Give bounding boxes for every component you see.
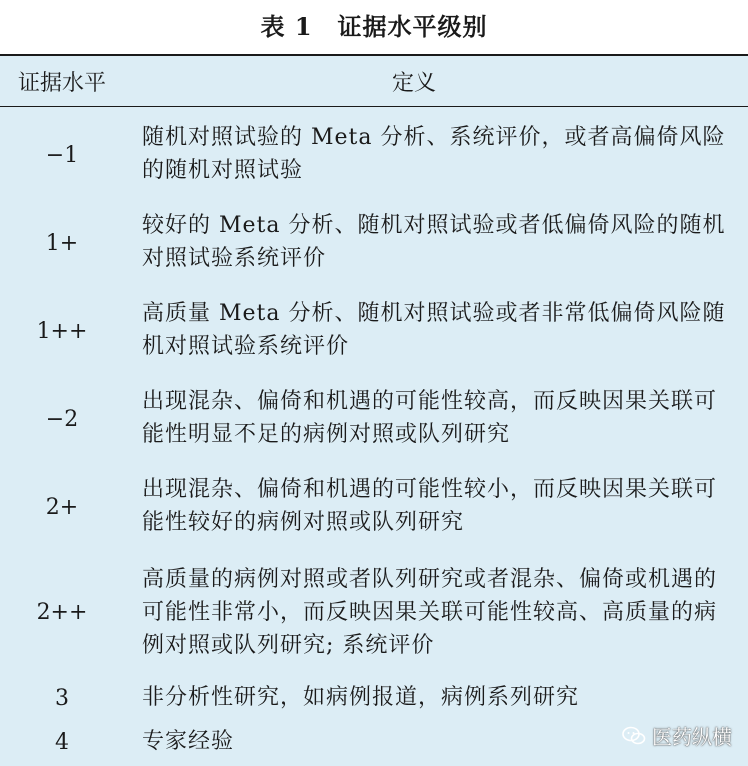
table-row bbox=[0, 118, 748, 192]
wechat-icon bbox=[622, 726, 646, 746]
table-row bbox=[0, 470, 748, 544]
table-row bbox=[0, 560, 748, 664]
table-row bbox=[0, 206, 748, 280]
evidence-level-table bbox=[0, 54, 748, 766]
row-level: 3 bbox=[55, 685, 69, 711]
row-definition: 专家经验 bbox=[142, 729, 235, 754]
row-level: −1 bbox=[45, 142, 79, 168]
watermark-text: 医药纵横 bbox=[652, 725, 732, 749]
row-level: 2++ bbox=[36, 599, 88, 625]
row-definition: 出现混杂、偏倚和机遇的可能性较小，而反映因果关联可能性较好的病例对照或队列研究 bbox=[142, 477, 718, 535]
header-level: 证据水平 bbox=[17, 70, 106, 96]
row-definition: 高质量的病例对照或者队列研究或者混杂、偏倚或机遇的可能性非常小，而反映因果关联可能性较高、高质量的病例对照或队列研究; 系统评价 bbox=[142, 567, 718, 658]
row-definition: 较好的 Meta 分析、随机对照试验或者低偏倚风险的随机对照试验系统评价 bbox=[142, 213, 726, 271]
row-level: −2 bbox=[45, 406, 79, 432]
row-definition: 随机对照试验的 Meta 分析、系统评价，或者高偏倚风险的随机对照试验 bbox=[142, 125, 726, 183]
row-level: 1++ bbox=[36, 318, 88, 344]
table-row bbox=[0, 678, 748, 718]
watermark bbox=[622, 721, 732, 750]
row-definition: 出现混杂、偏倚和机遇的可能性较高，而反映因果关联可能性明显不足的病例对照或队列研究 bbox=[142, 389, 718, 447]
table-header-row bbox=[0, 56, 748, 107]
row-definition: 非分析性研究，如病例报道，病例系列研究 bbox=[142, 685, 580, 710]
table-row bbox=[0, 294, 748, 368]
row-level: 4 bbox=[55, 729, 69, 755]
header-definition: 定义 bbox=[391, 70, 436, 96]
row-level: 1+ bbox=[45, 230, 79, 256]
row-level: 2+ bbox=[45, 494, 79, 520]
table-title: 表 1 证据水平级别 bbox=[260, 11, 488, 41]
table-row bbox=[0, 382, 748, 456]
row-definition: 高质量 Meta 分析、随机对照试验或者非常低偏倚风险随机对照试验系统评价 bbox=[142, 301, 726, 359]
